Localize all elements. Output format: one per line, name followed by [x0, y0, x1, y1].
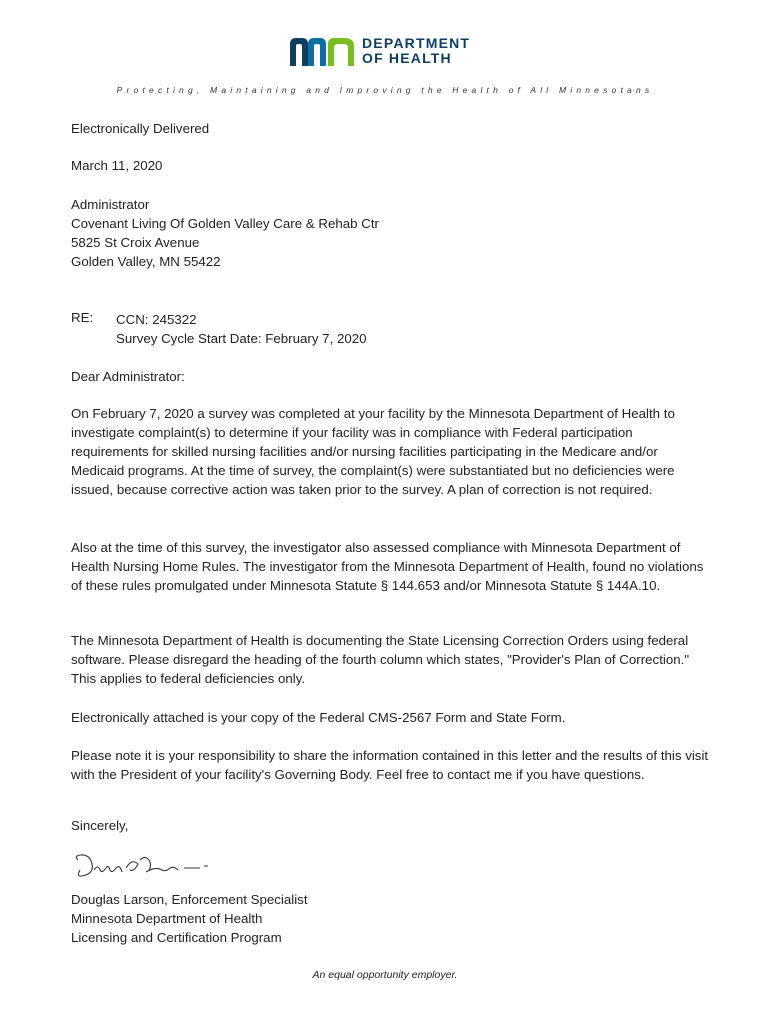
signature: [72, 850, 212, 884]
re-label: RE:: [71, 310, 94, 325]
mn-logo-icon: [288, 36, 356, 68]
logo-wordmark: [362, 36, 470, 66]
footer-note: An equal opportunity employer.: [312, 969, 458, 981]
signer-org: Minnesota Department of Health: [71, 911, 263, 926]
paragraph-software: The Minnesota Department of Health is documenting the State Licensing Correction Orders using federal software. Please disregard the heading of the fourth column which states, "Provider's Plan of Correction." This applies to federal deficiencies only.: [71, 633, 690, 686]
recipient-address: [71, 195, 711, 271]
address-line-3: 5825 St Croix Avenue: [71, 235, 200, 250]
paragraph-survey: On February 7, 2020 a survey was completed at your facility by the Minnesota Department of Health to investigate complaint(s) to determine if your facility was in compliance with Federal participation requirements for skilled nursing facilities and/or nursing facilities participating in the Medicare and/or Medicaid programs. At the time of survey, the complaint(s) were substantiated but no deficiencies were issued, because corrective action was taken prior to the survey. A plan of correction is not required.: [71, 406, 675, 497]
closing: Sincerely,: [71, 818, 129, 833]
logo-line-2: OF HEALTH: [362, 50, 452, 66]
survey-start-line: Survey Cycle Start Date: February 7, 2020: [116, 331, 367, 346]
ccn-line: CCN: 245322: [116, 312, 197, 327]
signer-block: [71, 890, 711, 947]
paragraph-responsibility: Please note it is your responsibility to share the information contained in this letter and the results of this visit with the President of your facility's Governing Body. Feel free to contact me if you have questions.: [71, 748, 709, 782]
letterhead: [0, 34, 770, 70]
delivery-method: Electronically Delivered: [71, 121, 210, 136]
letter-date: March 11, 2020: [71, 158, 163, 173]
paragraph-rules: Also at the time of this survey, the investigator also assessed compliance with Minnesota Department of Health Nursing Home Rules. The investigator from the Minnesota Department of Health, found no violations of these rules promulgated under Minnesota Statute § 144.653 and/or Minnesota Statute § 144A.10.: [71, 540, 704, 593]
re-block: [116, 310, 367, 348]
tagline: Protecting, Maintaining and Improving the Health of All Minnesotans: [116, 85, 654, 95]
address-line-1: Administrator: [71, 197, 150, 212]
paragraph-attachment: Electronically attached is your copy of the Federal CMS-2567 Form and State Form.: [71, 710, 566, 725]
logo-line-1: DEPARTMENT: [362, 35, 471, 51]
signer-program: Licensing and Certification Program: [71, 930, 282, 945]
address-line-4: Golden Valley, MN 55422: [71, 254, 221, 269]
signer-name: Douglas Larson, Enforcement Specialist: [71, 892, 308, 907]
salutation: Dear Administrator:: [71, 369, 185, 384]
address-line-2: Covenant Living Of Golden Valley Care & Rehab Ctr: [71, 216, 379, 231]
